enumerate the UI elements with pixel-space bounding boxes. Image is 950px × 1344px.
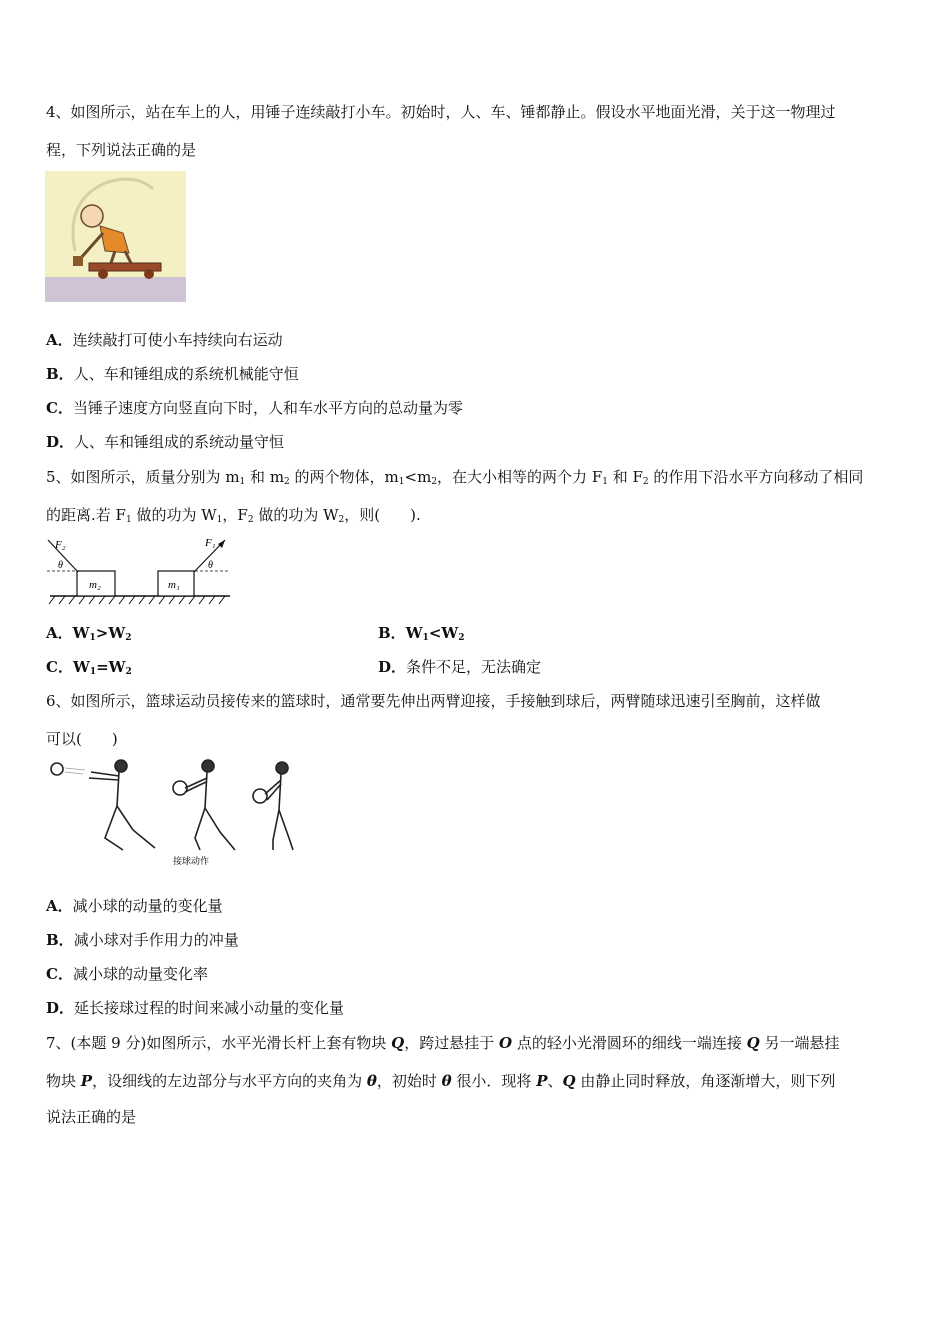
q5-option-a: A．$W_1>W_2$ [46,624,132,643]
q6-option-d: D．延长接球过程的时间来减小动量的变化量 [46,999,345,1017]
q7-stem-line1: 7、(本题 9 分)如图所示，水平光滑长杆上套有物块 Q，跨过悬挂于 O 点的轻小光滑圆环的细线一端连接 Q 另一端悬挂 [46,1034,840,1052]
svg-text:F₁: F₁ [205,537,216,549]
svg-text:θ: θ [58,560,63,571]
q5-stem-line1: 5、如图所示，质量分别为 $m_1$ 和 $m_2$ 的两个物体，$m_1<m_2$，在大小相等的两个力 $F_1$ 和 $F_2$ 的作用下沿水平方向移动了相同 [46,468,864,487]
q5-option-d: D．条件不足，无法确定 [378,658,542,676]
q7-stem-line3: 说法正确的是 [46,1108,137,1126]
svg-text:θ: θ [208,560,213,571]
q5-option-b: B．$W_1<W_2$ [378,624,465,643]
q5-option-c: C．$W_1=W_2$ [46,658,132,677]
q4-stem-line2: 程，下列说法正确的是 [46,141,197,159]
q4-option-d: D．人、车和锤组成的系统动量守恒 [46,433,285,451]
q4-option-a: A．连续敲打可使小车持续向右运动 [46,331,283,349]
q6-option-c: C．减小球的动量变化率 [46,965,208,983]
q4-stem-line1: 4、如图所示，站在车上的人，用锤子连续敲打小车。初始时，人、车、锤都静止。假设水平地面光滑，关于这一物理过 [46,103,836,121]
svg-text:F₂: F₂ [55,539,66,551]
svg-text:m₁: m₁ [168,579,180,591]
q6-figure-catching-ball [45,758,310,870]
q4-figure-person-hammering-cart [45,171,186,302]
q5-figure-two-blocks [45,535,235,607]
q6-stem-line2: 可以( ) [46,730,118,748]
q6-option-a: A．减小球的动量的变化量 [46,897,223,915]
svg-text:接球动作: 接球动作 [173,857,210,867]
q5-stem-line2: 的距离.若 $F_1$ 做的功为 $W_1$，$F_2$ 做的功为 $W_2$，则( ). [46,506,421,525]
q4-option-c: C．当锤子速度方向竖直向下时，人和车水平方向的总动量为零 [46,399,463,417]
q6-stem-line1: 6、如图所示，篮球运动员接传来的篮球时，通常要先伸出两臂迎接，手接触到球后，两臂随球迅速引至胸前，这样做 [46,692,821,710]
q4-option-b: B．人、车和锤组成的系统机械能守恒 [46,365,299,383]
svg-text:m₂: m₂ [89,579,101,591]
q7-stem-line2: 物块 P，设细线的左边部分与水平方向的夹角为 θ，初始时 θ 很小．现将 P、Q 由静止同时释放，角逐渐增大，则下列 [46,1072,836,1090]
q6-option-b: B．减小球对手作用力的冲量 [46,931,239,949]
